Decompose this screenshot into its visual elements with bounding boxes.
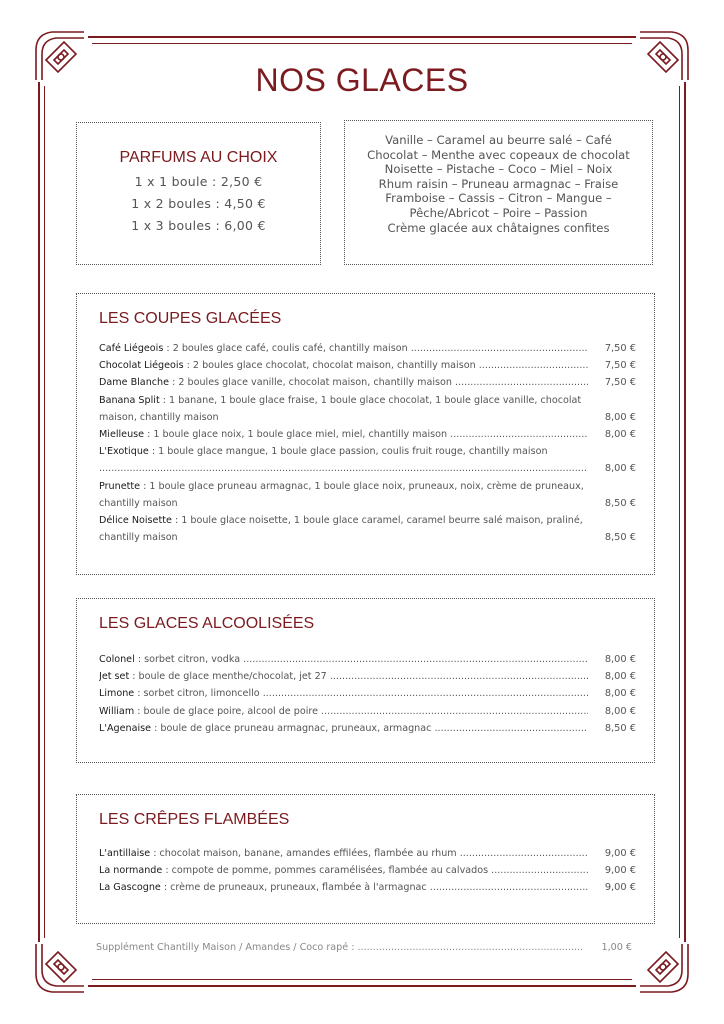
frame-left-inner bbox=[44, 86, 45, 938]
menu-item: William : boule de glace poire, alcool de poire ..... 8,00 € bbox=[99, 703, 636, 720]
menu-item: Délice Noisette : 1 boule glace noisette, 1 boule glace caramel, caramel beurre salé maison, praliné, chantilly maison ..... 8,50 € bbox=[99, 512, 636, 546]
alcool-section bbox=[76, 598, 655, 763]
menu-item: La normande : compote de pomme, pommes caramélisées, flambée au calvados ..... 9,00 € bbox=[99, 862, 636, 879]
corner-ornament-icon bbox=[630, 934, 700, 1004]
coupes-heading: LES COUPES GLACÉES bbox=[99, 310, 282, 327]
frame-left-outer bbox=[38, 82, 40, 942]
flavor-line: Crème glacée aux châtaignes confites bbox=[387, 220, 610, 235]
flavor-line: Noisette – Pistache – Coco – Miel – Noix bbox=[384, 162, 613, 177]
flavor-line: Pêche/Abricot – Poire – Passion bbox=[409, 205, 588, 220]
menu-item: Jet set : boule de glace menthe/chocolat, jet 27 ..... 8,00 € bbox=[99, 668, 636, 685]
parfums-heading: PARFUMS AU CHOIX bbox=[119, 149, 278, 166]
frame-top-inner bbox=[92, 43, 632, 44]
flavor-line: Chocolat – Menthe avec copeaux de chocolat bbox=[367, 147, 630, 162]
parfums-box bbox=[76, 122, 321, 265]
flavor-line: Framboise – Cassis – Citron – Mangue – bbox=[385, 191, 612, 206]
flavor-line: Vanille – Caramel au beurre salé – Café bbox=[385, 133, 612, 147]
frame-bottom-outer bbox=[88, 985, 636, 987]
menu-item: Banana Split : 1 banane, 1 boule glace fraise, 1 boule glace chocolat, 1 boule glace vanille, chocolat maison, chantilly maison ..... 8,00 € bbox=[99, 392, 636, 426]
crepes-section bbox=[76, 794, 655, 924]
alcool-heading: LES GLACES ALCOOLISÉES bbox=[99, 615, 315, 632]
price-one-scoop: 1 x 1 boule : 2,50 € bbox=[134, 174, 263, 189]
frame-right-inner bbox=[679, 86, 680, 938]
supplement-line bbox=[96, 942, 632, 953]
coupes-section bbox=[76, 293, 655, 575]
menu-item: Prunette : 1 boule glace pruneau armagnac, 1 boule glace noix, pruneaux, noix, crème de pruneaux, chantilly maison ..... 8,50 € bbox=[99, 478, 636, 512]
frame-right-outer bbox=[684, 82, 686, 942]
menu-item: La Gascogne : crème de pruneaux, pruneaux, flambée à l'armagnac ..... 9,00 € bbox=[99, 879, 636, 896]
menu-item: L'Agenaise : boule de glace pruneau armagnac, pruneaux, armagnac ..... 8,50 € bbox=[99, 720, 636, 737]
crepes-heading: LES CRÊPES FLAMBÉES bbox=[99, 811, 290, 828]
menu-item: L'antillaise : chocolat maison, banane, amandes effilées, flambée au rhum ..... 9,00 € bbox=[99, 845, 636, 862]
menu-item: Dame Blanche : 2 boules glace vanille, chocolat maison, chantilly maison ..... 7,50 € bbox=[99, 374, 636, 391]
supplement-price: 1,00 € bbox=[601, 942, 632, 953]
flavor-line: Rhum raisin – Pruneau armagnac – Fraise bbox=[378, 176, 619, 191]
frame-bottom-inner bbox=[92, 979, 632, 980]
menu-item: Limone : sorbet citron, limoncello ..... 8,00 € bbox=[99, 685, 636, 702]
frame-top-outer bbox=[88, 36, 636, 38]
flavors-box bbox=[344, 120, 653, 265]
menu-item: Mielleuse : 1 boule glace noix, 1 boule glace miel, miel, chantilly maison ..... 8,00 € bbox=[99, 426, 636, 443]
supplement-text: Supplément Chantilly Maison / Amandes / Coco rapé : ..... bbox=[96, 942, 584, 953]
menu-item: Chocolat Liégeois : 2 boules glace chocolat, chocolat maison, chantilly maison ..... 7,50 € bbox=[99, 357, 636, 374]
price-two-scoops: 1 x 2 boules : 4,50 € bbox=[131, 196, 266, 211]
price-three-scoops: 1 x 3 boules : 6,00 € bbox=[131, 218, 266, 233]
menu-item: Café Liégeois : 2 boules glace café, coulis café, chantilly maison ..... 7,50 € bbox=[99, 340, 636, 357]
corner-ornament-icon bbox=[24, 934, 94, 1004]
page-title: NOS GLACES bbox=[255, 62, 469, 98]
menu-item: Colonel : sorbet citron, vodka ..... 8,00 € bbox=[99, 651, 636, 668]
menu-item: L'Exotique : 1 boule glace mangue, 1 boule glace passion, coulis fruit rouge, chantilly maison ..... 8,00 € bbox=[99, 443, 636, 477]
